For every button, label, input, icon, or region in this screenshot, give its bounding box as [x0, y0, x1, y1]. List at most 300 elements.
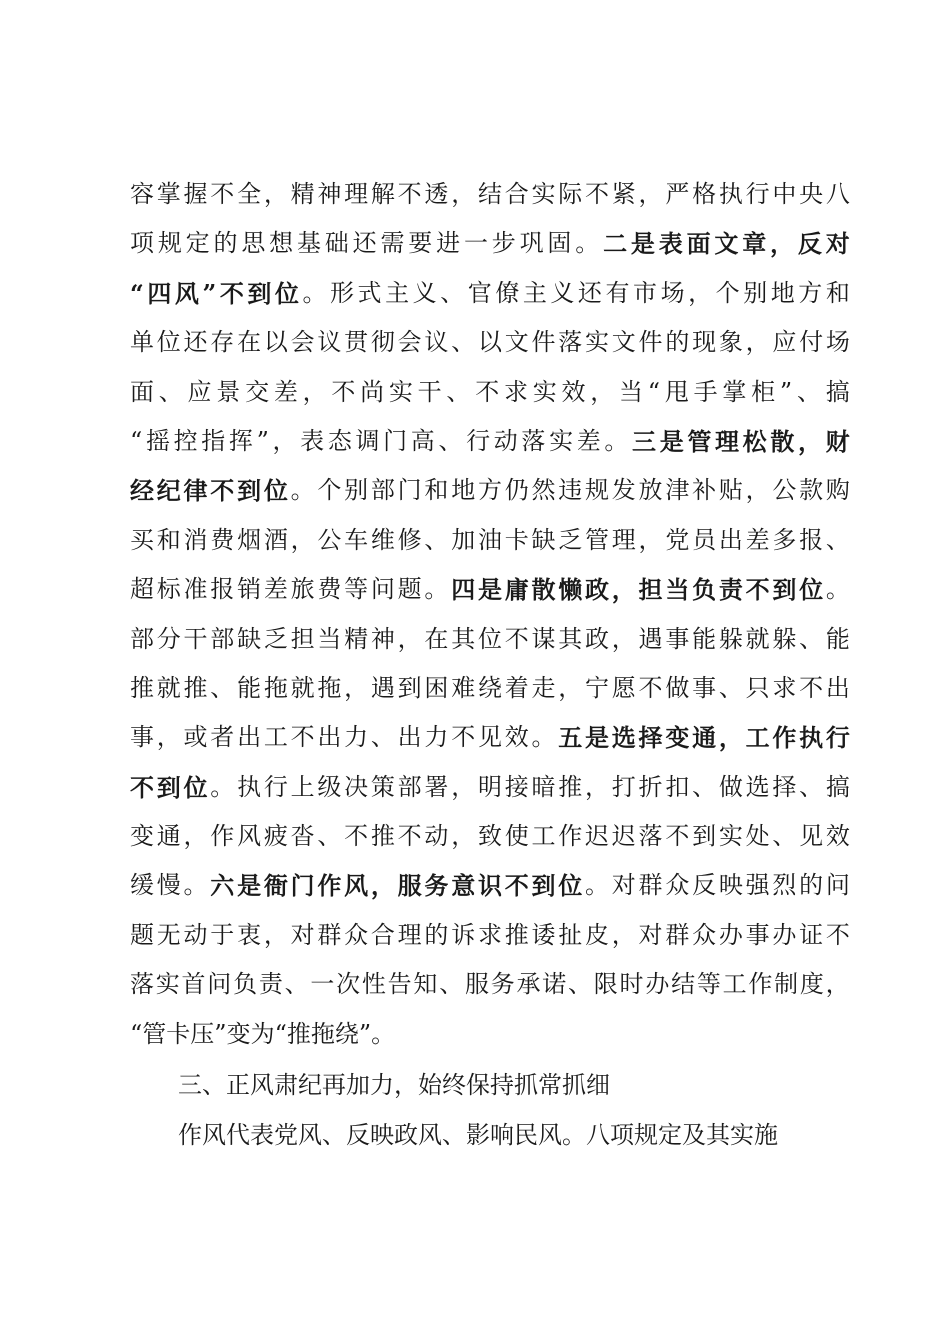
text-char: 对	[611, 871, 636, 900]
bold-char: 对	[825, 229, 850, 259]
text-char: 众	[344, 920, 369, 949]
bold-char: 五	[558, 723, 583, 753]
bold-char: 财	[825, 426, 850, 456]
bold-char: 是	[477, 575, 502, 605]
text-char: 象	[718, 328, 743, 357]
text-char: 不	[397, 180, 422, 208]
text-char: 超	[130, 575, 154, 604]
text-char: 级	[317, 772, 342, 801]
text-char: 步	[491, 229, 516, 258]
bold-char: 选	[611, 723, 636, 753]
bold-char: 反	[797, 229, 822, 259]
text-char: 工	[722, 970, 747, 999]
text-char: ”	[214, 1019, 227, 1048]
text-char: 变	[226, 1019, 251, 1048]
bold-char: ，	[718, 723, 743, 753]
bold-char: 不	[745, 575, 770, 605]
text-char: 责	[258, 970, 283, 999]
text-char: 落	[130, 970, 154, 999]
text-char: ”	[256, 426, 269, 455]
text-char: 决	[344, 772, 369, 801]
text-char: 问	[207, 970, 232, 999]
text-char: 、	[424, 525, 449, 554]
text-char: 基	[296, 229, 321, 258]
text-char: 严	[665, 180, 690, 208]
text-char: 想	[269, 229, 294, 258]
text-char: 致	[477, 822, 502, 851]
bold-char: 位	[183, 772, 208, 802]
text-char: 当	[619, 377, 644, 406]
text-char: 差	[576, 426, 601, 455]
text-char: 见	[799, 822, 824, 851]
text-char: 对	[638, 920, 663, 949]
text-char: 诉	[451, 920, 476, 949]
text-char: 出	[397, 723, 422, 752]
text-char: 津	[665, 476, 690, 505]
bold-char: 服	[397, 871, 422, 901]
text-char: 题	[130, 920, 154, 949]
text-char: 在	[424, 624, 449, 653]
text-char: 、	[440, 278, 465, 307]
text-char: 能	[825, 624, 850, 653]
bold-char: 行	[825, 723, 850, 753]
text-char: 躲	[772, 624, 797, 653]
text-char: ，	[290, 525, 315, 554]
bold-char: 章	[742, 229, 767, 259]
text-char: 差	[263, 575, 288, 604]
bold-char: 四	[147, 278, 172, 308]
text-char: 推	[558, 772, 583, 801]
text-char: 只	[745, 673, 770, 702]
bold-char: 到	[156, 772, 181, 802]
bold-char: 风	[344, 871, 369, 901]
text-char: 应	[772, 328, 797, 357]
text-char: ，	[451, 180, 476, 208]
bold-char: 到	[237, 476, 262, 506]
text-char: 解	[370, 180, 395, 208]
text-char: 有	[605, 278, 630, 307]
text-char: 着	[504, 673, 529, 702]
text-char: 分	[156, 624, 181, 653]
bold-char: 到	[772, 575, 797, 605]
text-char: 绕	[334, 1019, 359, 1048]
text-char: 掌	[156, 180, 181, 208]
text-char: 卡	[166, 1019, 191, 1048]
text-char: ，	[263, 920, 288, 949]
bold-char: 当	[665, 575, 690, 605]
bold-char: 作	[772, 723, 797, 753]
text-char: 实	[718, 822, 743, 851]
text-char: 党	[665, 525, 690, 554]
text-char: 绕	[477, 673, 502, 702]
text-char: 会	[397, 328, 422, 357]
text-char: 还	[352, 229, 377, 258]
text-char: 现	[692, 328, 717, 357]
text-char: 个	[317, 476, 342, 505]
bold-char: 经	[130, 476, 154, 506]
text-run: 作风代表党风、反映政风、影响民风。八项规定及其实施	[178, 1121, 778, 1150]
text-char: 式	[357, 278, 382, 307]
text-char: 。	[825, 575, 850, 604]
text-char: 反	[692, 871, 717, 900]
text-char: 以	[263, 328, 288, 357]
text-char: 出	[237, 723, 262, 752]
text-char: 实	[585, 328, 610, 357]
text-char: 问	[825, 871, 850, 900]
paragraph-line	[130, 170, 850, 219]
text-char: ”	[779, 377, 793, 406]
text-char: 力	[344, 723, 369, 752]
text-char: 柜	[751, 377, 776, 406]
text-char: 能	[692, 624, 717, 653]
bold-char: 务	[424, 871, 449, 901]
text-char: 躲	[718, 624, 743, 653]
text-char: 出	[317, 723, 342, 752]
text-char: 的	[213, 229, 238, 258]
text-char: 油	[477, 525, 502, 554]
text-char: 神	[317, 180, 342, 208]
text-char: 性	[361, 970, 386, 999]
text-char: ，	[590, 377, 615, 406]
text-char: ，	[397, 624, 422, 653]
text-char: 公	[772, 476, 797, 505]
text-char: 精	[290, 180, 315, 208]
text-char: 车	[344, 525, 369, 554]
text-char: 不	[451, 723, 476, 752]
text-char: 能	[237, 673, 262, 702]
text-char: 务	[490, 970, 515, 999]
text-char: 、	[317, 822, 342, 851]
text-char: 宁	[585, 673, 610, 702]
text-char: 销	[237, 575, 262, 604]
text-char: 缺	[237, 624, 262, 653]
text-char: 推	[130, 673, 154, 702]
text-char: 和	[156, 525, 181, 554]
text-char: 、	[210, 673, 235, 702]
paragraph-line	[130, 911, 850, 960]
text-char: 别	[344, 476, 369, 505]
text-char: 不	[331, 377, 356, 406]
text-char: 础	[324, 229, 349, 258]
text-char: 推	[504, 920, 529, 949]
text-char: ，	[745, 476, 770, 505]
bold-char: ，	[370, 871, 395, 901]
text-char: 文	[611, 328, 636, 357]
text-char: 、	[451, 328, 476, 357]
text-char: 不	[210, 180, 235, 208]
text-char: 思	[241, 229, 266, 258]
text-char: 结	[477, 180, 502, 208]
text-char: 做	[718, 772, 743, 801]
bold-char: 散	[770, 426, 795, 456]
text-char: 结	[671, 970, 696, 999]
text-char: 就	[290, 673, 315, 702]
text-char: 、	[439, 970, 464, 999]
text-char: 落	[638, 822, 663, 851]
bold-char: 识	[477, 871, 502, 901]
text-char: 题	[397, 575, 422, 604]
text-char: 透	[424, 180, 449, 208]
bold-char: 律	[183, 476, 208, 506]
text-char: 、	[825, 525, 850, 554]
text-char: 规	[585, 476, 610, 505]
text-char: 付	[799, 328, 824, 357]
text-char: 者	[210, 723, 235, 752]
text-char: 办	[718, 920, 743, 949]
text-char: 发	[611, 476, 636, 505]
text-char: 。	[290, 476, 315, 505]
text-char: 效	[561, 377, 586, 406]
text-char: 门	[397, 476, 422, 505]
bold-char: 择	[638, 723, 663, 753]
text-char: 烈	[772, 871, 797, 900]
text-char: ，	[302, 377, 327, 406]
paragraph-line	[130, 219, 850, 268]
text-char: 做	[665, 673, 690, 702]
paragraph-line	[130, 466, 850, 515]
text-char: 官	[467, 278, 492, 307]
bold-char: ，	[797, 426, 822, 456]
text-char: 难	[451, 673, 476, 702]
text-char: “	[130, 1019, 143, 1048]
text-char: 神	[370, 624, 395, 653]
bold-char: 是	[237, 871, 262, 901]
paragraph-line	[130, 664, 850, 713]
text-char: ，	[825, 970, 850, 999]
text-char: 择	[772, 772, 797, 801]
text-char: 担	[290, 624, 315, 653]
text-char: 位	[477, 624, 502, 653]
text-char: 搞	[825, 377, 850, 406]
text-char: 不	[475, 377, 500, 406]
text-char: 标	[156, 575, 181, 604]
text-char: 疲	[263, 822, 288, 851]
text-char: ，	[183, 822, 208, 851]
text-char: 时	[619, 970, 644, 999]
bold-char: 是	[630, 229, 655, 259]
text-char: 处	[745, 822, 770, 851]
bold-char: 担	[638, 575, 663, 605]
text-char: 定	[185, 229, 210, 258]
text-char: 指	[201, 426, 226, 455]
text-char: 到	[692, 822, 717, 851]
text-char: 控	[173, 426, 198, 455]
bold-char: 门	[290, 871, 315, 901]
text-char: 议	[317, 328, 342, 357]
bold-char: 管	[687, 426, 712, 456]
text-char: 项	[130, 229, 154, 258]
text-char: 方	[798, 278, 823, 307]
text-char: 、	[284, 970, 309, 999]
bold-char: 面	[686, 229, 711, 259]
text-char: 容	[130, 180, 154, 208]
text-char: 干	[183, 624, 208, 653]
text-char: 实	[549, 426, 574, 455]
text-char: 不	[825, 920, 850, 949]
text-char: 拖	[317, 673, 342, 702]
text-char: 迟	[611, 822, 636, 851]
text-char: 文	[504, 328, 529, 357]
text-char: 选	[745, 772, 770, 801]
text-char: 作	[558, 822, 583, 851]
text-char: 放	[638, 476, 663, 505]
bold-char: 庸	[504, 575, 529, 605]
text-char: 贴	[718, 476, 743, 505]
text-char: 、	[370, 723, 395, 752]
text-char: 门	[383, 426, 408, 455]
text-char: 、	[446, 377, 471, 406]
bold-char: 是	[659, 426, 684, 456]
text-char: 仍	[504, 476, 529, 505]
text-char: 工	[531, 822, 556, 851]
text-char: 差	[745, 525, 770, 554]
text-char: 无	[156, 920, 181, 949]
text-char: 不	[585, 180, 610, 208]
text-char: 买	[130, 525, 154, 554]
text-char: 为	[250, 1019, 275, 1048]
text-char: 位	[156, 328, 181, 357]
text-char: 困	[424, 673, 449, 702]
text-char: 尚	[360, 377, 385, 406]
text-char: 愿	[611, 673, 636, 702]
text-char: 补	[692, 476, 717, 505]
text-char: 部	[397, 772, 422, 801]
text-char: 合	[370, 920, 395, 949]
text-char: 于	[210, 920, 235, 949]
text-char: 的	[799, 871, 824, 900]
text-char: 打	[611, 772, 636, 801]
text-char: 挥	[228, 426, 253, 455]
text-char: 规	[157, 229, 182, 258]
text-char: 和	[825, 278, 850, 307]
text-char: ，	[611, 920, 636, 949]
text-char: “	[647, 377, 661, 406]
text-char: 遇	[370, 673, 395, 702]
text-char: 、	[772, 822, 797, 851]
text-char: ，	[156, 723, 181, 752]
bold-char: 二	[603, 229, 628, 259]
bold-char: 到	[247, 278, 272, 308]
text-char: 还	[577, 278, 602, 307]
text-char: 落	[521, 426, 546, 455]
text-char: 景	[216, 377, 241, 406]
text-char: 折	[638, 772, 663, 801]
text-char: 扯	[558, 920, 583, 949]
text-char: 证	[799, 920, 824, 949]
text-char: 承	[516, 970, 541, 999]
text-char: 慢	[156, 871, 181, 900]
text-char: 件	[638, 328, 663, 357]
text-char: 准	[183, 575, 208, 604]
bold-char: 懒	[558, 575, 583, 605]
text-char: ，	[263, 180, 288, 208]
text-char: 不	[397, 822, 422, 851]
text-char: 工	[263, 723, 288, 752]
text-char: 理	[344, 180, 369, 208]
text-char: 、	[438, 426, 463, 455]
text-char: 见	[477, 723, 502, 752]
text-char: 单	[130, 328, 154, 357]
text-char: 、	[718, 673, 743, 702]
text-char: 通	[156, 822, 181, 851]
text-char: 手	[693, 377, 718, 406]
text-char: 的	[424, 920, 449, 949]
bold-char: 文	[714, 229, 739, 259]
bold-char: 变	[665, 723, 690, 753]
text-char: ，	[451, 822, 476, 851]
text-char: 部	[210, 624, 235, 653]
text-char: 、	[799, 624, 824, 653]
text-char: 实	[388, 377, 413, 406]
text-char: 诺	[542, 970, 567, 999]
bold-char: 位	[558, 871, 583, 901]
text-char: 拖	[263, 673, 288, 702]
text-char: 要	[408, 229, 433, 258]
text-char: 实	[155, 970, 180, 999]
text-char: 、	[568, 970, 593, 999]
text-char: 求	[477, 920, 502, 949]
text-char: 卡	[504, 525, 529, 554]
bold-char: 执	[799, 723, 824, 753]
text-char: 态	[327, 426, 352, 455]
bold-char: 不	[210, 476, 235, 506]
section-heading: 三、正风肃纪再加力，始终保持抓常抓细	[178, 1071, 610, 1100]
bold-char: 位	[263, 476, 288, 506]
text-char: 。	[531, 723, 556, 752]
bold-char: 不	[219, 278, 244, 308]
bold-char: 位	[274, 278, 299, 308]
text-char: 实	[531, 180, 556, 208]
bold-char: 负	[692, 575, 717, 605]
text-char: 管	[585, 525, 610, 554]
bold-char: 意	[451, 871, 476, 901]
text-char: 群	[317, 920, 342, 949]
bold-char: 位	[799, 575, 824, 605]
text-char: 首	[181, 970, 206, 999]
bold-char: 表	[658, 229, 683, 259]
text-char: 执	[718, 180, 743, 208]
text-char: 酒	[263, 525, 288, 554]
text-char: 市	[633, 278, 658, 307]
text-char: 报	[799, 525, 824, 554]
text-char: 形	[330, 278, 354, 307]
text-char: 报	[210, 575, 235, 604]
text-char: 暗	[531, 772, 556, 801]
bold-char: 纪	[156, 476, 181, 506]
text-char: 压	[190, 1019, 215, 1048]
text-char: 干	[417, 377, 442, 406]
text-char: 沓	[290, 822, 315, 851]
text-char: 效	[504, 723, 529, 752]
text-char: 摇	[145, 426, 170, 455]
text-char: 动	[424, 822, 449, 851]
paragraph-line	[130, 1010, 850, 1059]
text-char: 违	[558, 476, 583, 505]
bold-char: ，	[770, 229, 795, 259]
text-char: 服	[464, 970, 489, 999]
text-char: 中	[772, 180, 797, 208]
document-body	[130, 170, 850, 1160]
text-char: 作	[210, 822, 235, 851]
text-char: 映	[718, 871, 743, 900]
text-char: 、	[158, 377, 183, 406]
text-char: 当	[317, 624, 342, 653]
text-char: 事	[745, 920, 770, 949]
text-char: 购	[825, 476, 850, 505]
text-char: 出	[825, 673, 850, 702]
text-char: 交	[245, 377, 270, 406]
text-char: “	[130, 426, 143, 455]
